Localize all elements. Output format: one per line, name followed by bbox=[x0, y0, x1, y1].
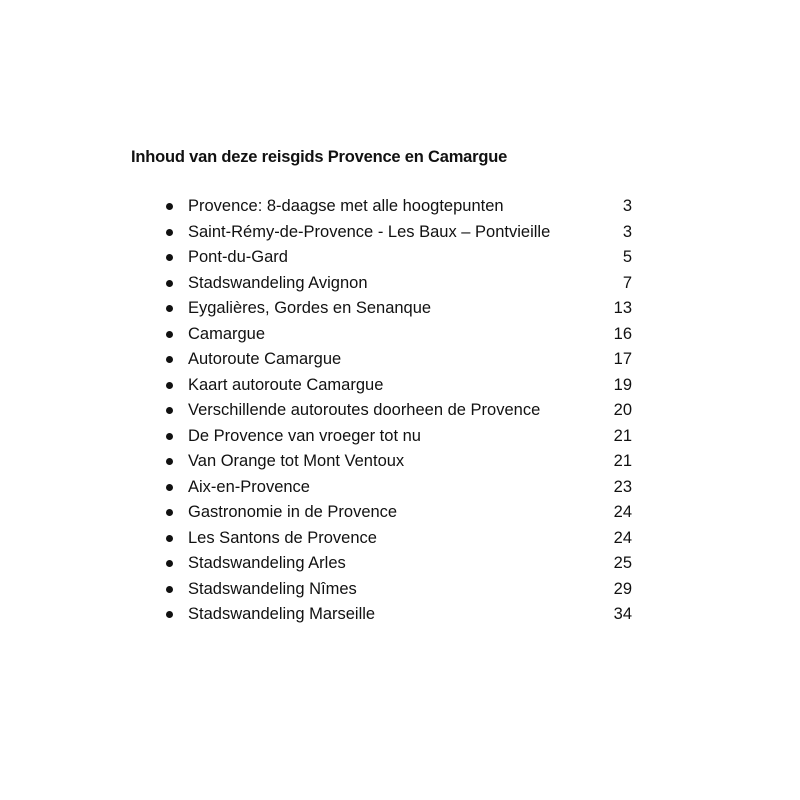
toc-entry-title: Autoroute Camargue bbox=[188, 350, 342, 368]
toc-entry-title: Kaart autoroute Camargue bbox=[188, 375, 384, 394]
toc-entry-page: 13 bbox=[613, 299, 632, 317]
toc-entry-title: Stadswandeling Avignon bbox=[188, 273, 368, 292]
toc-item bbox=[162, 398, 642, 424]
toc-entry-page: 19 bbox=[613, 375, 632, 394]
toc-item bbox=[162, 296, 642, 322]
toc-item bbox=[162, 347, 642, 373]
toc-entry-page: 3 bbox=[622, 222, 632, 241]
bullet-icon bbox=[166, 433, 173, 440]
toc-entry-title: Pont-du-Gard bbox=[188, 248, 288, 266]
toc-entry-page: 16 bbox=[613, 324, 632, 343]
toc-entry-page: 20 bbox=[613, 401, 632, 419]
toc-entry-page: 7 bbox=[622, 273, 632, 292]
toc-entry-page: 24 bbox=[613, 528, 632, 547]
toc-entry-page: 3 bbox=[622, 197, 632, 215]
toc-entry-title: Verschillende autoroutes doorheen de Provence bbox=[188, 401, 541, 419]
bullet-icon bbox=[166, 382, 173, 389]
toc-item bbox=[162, 424, 642, 450]
bullet-icon bbox=[166, 407, 173, 414]
toc-entry-title: Stadswandeling Arles bbox=[188, 554, 346, 572]
bullet-icon bbox=[166, 484, 173, 491]
bullet-icon bbox=[166, 356, 173, 363]
toc-entry-title: Van Orange tot Mont Ventoux bbox=[188, 452, 405, 470]
bullet-icon bbox=[166, 535, 173, 542]
toc-entry-page: 34 bbox=[613, 605, 632, 623]
bullet-icon bbox=[166, 229, 173, 236]
toc-entry-page: 25 bbox=[613, 554, 632, 572]
bullet-icon bbox=[166, 509, 173, 516]
toc-entry-page: 5 bbox=[622, 248, 632, 266]
bullet-icon bbox=[166, 586, 173, 593]
bullet-icon bbox=[166, 305, 173, 312]
bullet-icon bbox=[166, 203, 173, 210]
toc-entry-title: Stadswandeling Nîmes bbox=[188, 579, 357, 598]
toc-entry-page: 24 bbox=[613, 503, 632, 521]
toc-list bbox=[162, 194, 642, 628]
bullet-icon bbox=[166, 331, 173, 338]
toc-entry-title: Saint-Rémy-de-Provence - Les Baux – Pontvieille bbox=[188, 222, 551, 241]
toc-entry-page: 17 bbox=[613, 350, 632, 368]
toc-entry-title: Les Santons de Provence bbox=[188, 528, 377, 547]
toc-item bbox=[162, 449, 642, 475]
toc-entry-page: 21 bbox=[613, 452, 632, 470]
bullet-icon bbox=[166, 458, 173, 465]
toc-item bbox=[162, 271, 642, 297]
toc-entry-title: Provence: 8-daagse met alle hoogtepunten bbox=[188, 197, 504, 215]
bullet-icon bbox=[166, 254, 173, 261]
bullet-icon bbox=[166, 280, 173, 287]
toc-item bbox=[162, 220, 642, 246]
toc-entry-title: Eygalières, Gordes en Senanque bbox=[188, 299, 432, 317]
toc-item bbox=[162, 245, 642, 271]
toc-item bbox=[162, 475, 642, 501]
toc-item bbox=[162, 602, 642, 628]
bullet-icon bbox=[166, 611, 173, 618]
toc-entry-title: Camargue bbox=[188, 324, 266, 343]
toc-entry-title: Aix-en-Provence bbox=[188, 477, 310, 496]
toc-item bbox=[162, 577, 642, 603]
toc-item bbox=[162, 551, 642, 577]
toc-item bbox=[162, 500, 642, 526]
toc-item bbox=[162, 373, 642, 399]
toc-title: Inhoud van deze reisgids Provence en Camargue bbox=[131, 148, 508, 166]
bullet-icon bbox=[166, 560, 173, 567]
toc-entry-page: 23 bbox=[613, 477, 632, 496]
toc-entry-title: De Provence van vroeger tot nu bbox=[188, 426, 421, 445]
toc-entry-title: Gastronomie in de Provence bbox=[188, 503, 398, 521]
toc-item bbox=[162, 526, 642, 552]
toc-item bbox=[162, 322, 642, 348]
toc-entry-page: 29 bbox=[613, 579, 632, 598]
toc-entry-page: 21 bbox=[613, 426, 632, 445]
toc-item bbox=[162, 194, 642, 220]
toc-entry-title: Stadswandeling Marseille bbox=[188, 605, 376, 623]
